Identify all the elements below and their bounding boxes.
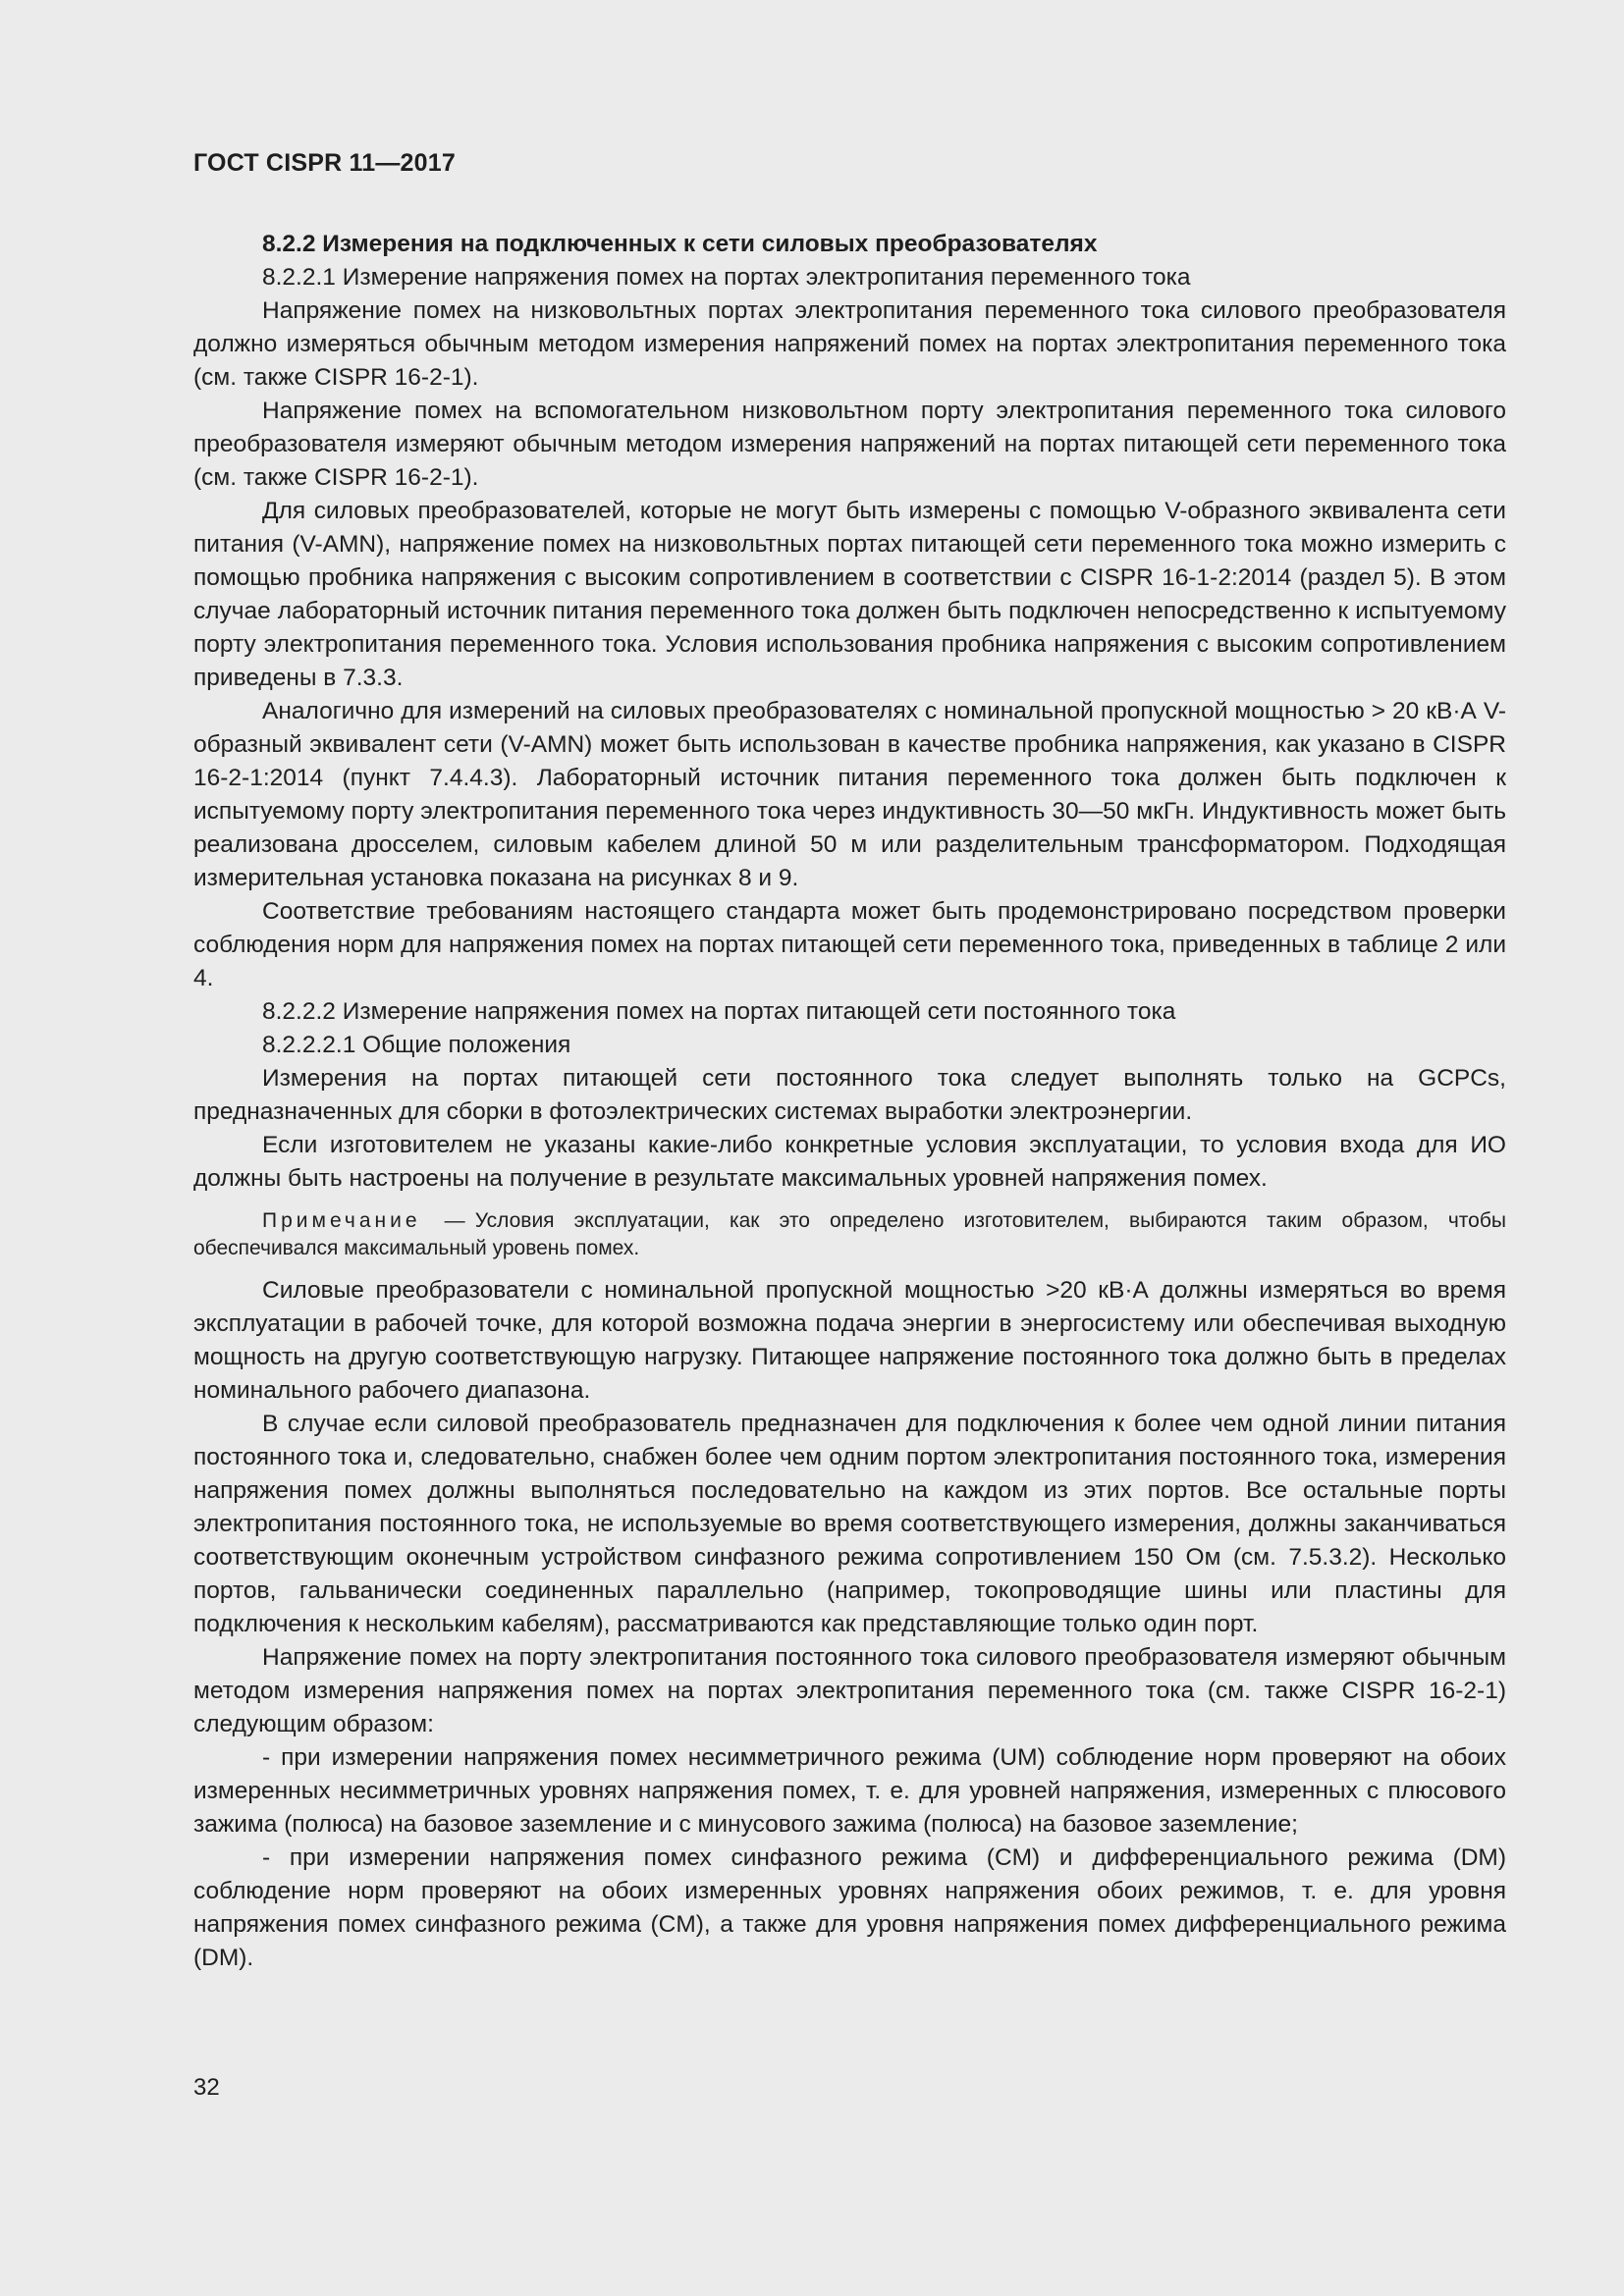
document-header: ГОСТ CISPR 11—2017	[193, 149, 456, 177]
paragraph: Для силовых преобразователей, которые не могут быть измерены с помощью V-образного эквивалента сети питания (V-AMN), напряжение помех на низковольтных портах питающей сети переменного тока можно измерить с помощью пробника напряжения с высоким сопротивлением в соответствии с CISPR 16-1-2:2014 (раздел 5). В этом случае лабораторный источник питания переменного тока должен быть подключен непосредственно к испытуемому порту электропитания переменного тока. Условия использования пробника напряжения с высоким сопротивлением приведены в 7.3.3.	[193, 498, 1506, 691]
paragraph: В случае если силовой преобразователь предназначен для подключения к более чем одной линии питания постоянного тока и, следовательно, снабжен более чем одним портом электропитания постоянного тока, измерения напряжения помех должны выполняться последовательно на каждом из этих портов. Все остальные порты электропитания постоянного тока, не используемые во время соответствующего измерения, должны заканчиваться соответствующим оконечным устройством синфазного режима сопротивлением 150 Ом (см. 7.5.3.2). Несколько портов, гальванически соединенных параллельно (например, токопроводящие шины или пластины для подключения к нескольким кабелям), рассматриваются как представляющие только один порт.	[193, 1411, 1506, 1637]
list-item: - при измерении напряжения помех несимметричного режима (UM) соблюдение норм проверяют на обоих измеренных несимметричных уровнях напряжения помех, т. е. для уровней напряжения, измеренных с плюсового зажима (полюса) на базовое заземление и с минусового зажима (полюса) на базовое заземление;	[193, 1744, 1506, 1838]
section-heading: 8.2.2 Измерения на подключенных к сети силовых преобразователях	[262, 231, 1098, 257]
paragraph: Напряжение помех на вспомогательном низковольтном порту электропитания переменного тока силового преобразователя измеряют обычным методом измерения напряжений на портах питающей сети переменного тока (см. также CISPR 16-2-1).	[193, 398, 1506, 491]
paragraph: Силовые преобразователи с номинальной пропускной мощностью >20 кВ·А должны измеряться во время эксплуатации в рабочей точке, для которой возможна подача энергии в энергосистему или обеспечивая выходную мощность на другую соответствующую нагрузку. Питающее напряжение постоянного тока должно быть в пределах номинального рабочего диапазона.	[193, 1277, 1506, 1404]
note	[193, 1207, 1506, 1262]
paragraph: Соответствие требованиям настоящего стандарта может быть продемонстрировано посредством проверки соблюдения норм для напряжения помех на портах питающей сети переменного тока, приведенных в таблице 2 или 4.	[193, 898, 1506, 991]
paragraph: Если изготовителем не указаны какие-либо конкретные условия эксплуатации, то условия входа для ИО должны быть настроены на получение в результате максимальных уровней напряжения помех.	[193, 1132, 1506, 1192]
note-text: Условия эксплуатации, как это определено изготовителем, выбираются таким образом, чтобы обеспечивался максимальный уровень помех.	[193, 1209, 1506, 1259]
subsection-heading: 8.2.2.1 Измерение напряжения помех на портах электропитания переменного тока	[262, 264, 1191, 291]
document-body	[193, 228, 1506, 1975]
subsection-heading: 8.2.2.2.1 Общие положения	[262, 1032, 571, 1058]
subsection-heading: 8.2.2.2 Измерение напряжения помех на портах питающей сети постоянного тока	[262, 998, 1176, 1025]
paragraph: Измерения на портах питающей сети постоянного тока следует выполнять только на GCPCs, предназначенных для сборки в фотоэлектрических системах выработки электроэнергии.	[193, 1065, 1506, 1125]
paragraph: Аналогично для измерений на силовых преобразователях с номинальной пропускной мощностью > 20 кВ·А V-образный эквивалент сети (V-AMN) может быть использован в качестве пробника напряжения, как указано в CISPR 16-2-1:2014 (пункт 7.4.4.3). Лабораторный источник питания переменного тока должен быть подключен к испытуемому порту электропитания переменного тока через индуктивность 30—50 мкГн. Индуктивность может быть реализована дросселем, силовым кабелем длиной 50 м или разделительным трансформатором. Подходящая измерительная установка показана на рисунках 8 и 9.	[193, 698, 1506, 891]
paragraph: Напряжение помех на низковольтных портах электропитания переменного тока силового преобразователя должно измеряться обычным методом измерения напряжений помех на портах электропитания переменного тока (см. также CISPR 16-2-1).	[193, 297, 1506, 391]
list-item: - при измерении напряжения помех синфазного режима (CM) и дифференциального режима (DM) соблюдение норм проверяют на обоих измеренных уровнях напряжения обоих режимов, т. е. для уровня напряжения помех синфазного режима (CM), а также для уровня напряжения помех дифференциального режима (DM).	[193, 1844, 1506, 1971]
paragraph: Напряжение помех на порту электропитания постоянного тока силового преобразователя измеряют обычным методом измерения напряжения помех на портах электропитания переменного тока (см. также CISPR 16-2-1) следующим образом:	[193, 1644, 1506, 1737]
note-label: Примечание —	[262, 1209, 469, 1232]
page-number: 32	[193, 2074, 220, 2101]
